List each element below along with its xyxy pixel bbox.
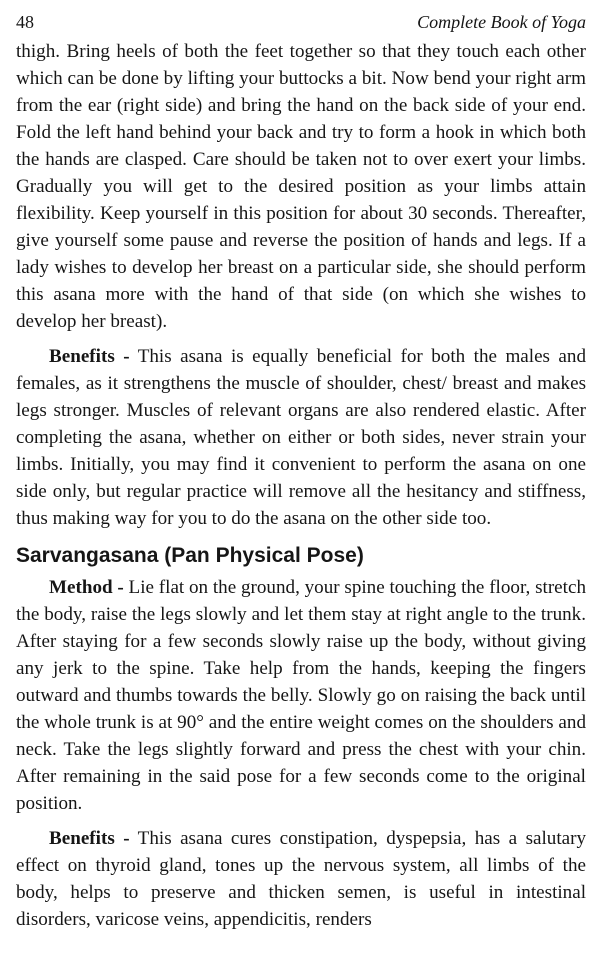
paragraph-text: Lie flat on the ground, your spine touching the floor, stretch the body, raise the legs slowly and let them stay at right angle to the trunk. After staying for a few seconds slowly raise up the body, without giving any jerk to the spine. Take help from the hands, keeping the fingers outward and thumbs towards the belly. Slowly go on raising the back until the whole trunk is at 90° and the entire weight comes on the shoulders and neck. Take the legs slightly forward and press the chest with your chin. After remaining in the said pose for a few seconds come to the original position. (16, 577, 586, 814)
section-heading: Sarvangasana (Pan Physical Pose) (16, 544, 364, 567)
running-title: Complete Book of Yoga (417, 12, 586, 32)
paragraph-text: This asana cures constipation, dyspepsia, has a salutary effect on thyroid gland, tones up the nervous system, all limbs of the body, helps to preserve and thicken semen, is useful in intestinal disorders, varicose veins, appendicitis, renders (16, 828, 587, 930)
paragraph-benefits-sarvangasana (16, 825, 586, 933)
paragraph-benefits (16, 343, 586, 532)
paragraph-text: thigh. Bring heels of both the feet together so that they touch each other which can be done by lifting your buttocks a bit. Now bend your right arm from the ear (right side) and bring the hand on the back side of your end. Fold the left hand behind your back and try to form a hook in which both the hands are clasped. Care should be taken not to over exert your limbs. Gradually you will get to the desired position as your limbs attain flexibility. Keep yourself in this position for about 30 seconds. Thereafter, give yourself some pause and reverse the position of hands and legs. If a lady wishes to develop her breast on a particular side, she should perform this asana more with the hand of that side (on which she wishes to develop her breast). (16, 41, 586, 332)
page-number: 48 (16, 12, 34, 32)
benefits-label: Benefits - (49, 828, 130, 849)
paragraph-continuation (16, 38, 586, 335)
benefits-label: Benefits - (49, 346, 130, 367)
paragraph-text: This asana is equally beneficial for both the males and females, as it strengthens the muscle of shoulder, chest/ breast and makes legs stronger. Muscles of relevant organs are also rendered elastic. After completing the asana, whether on either or both sides, never strain your limbs. Initially, you may find it convenient to perform the asana on one side only, but regular practice will remove all the hesitancy and stiffness, thus making way for you to do the asana on the other side too. (16, 346, 587, 529)
page-header (16, 12, 586, 38)
paragraph-method (16, 574, 586, 817)
method-label: Method - (49, 577, 124, 598)
